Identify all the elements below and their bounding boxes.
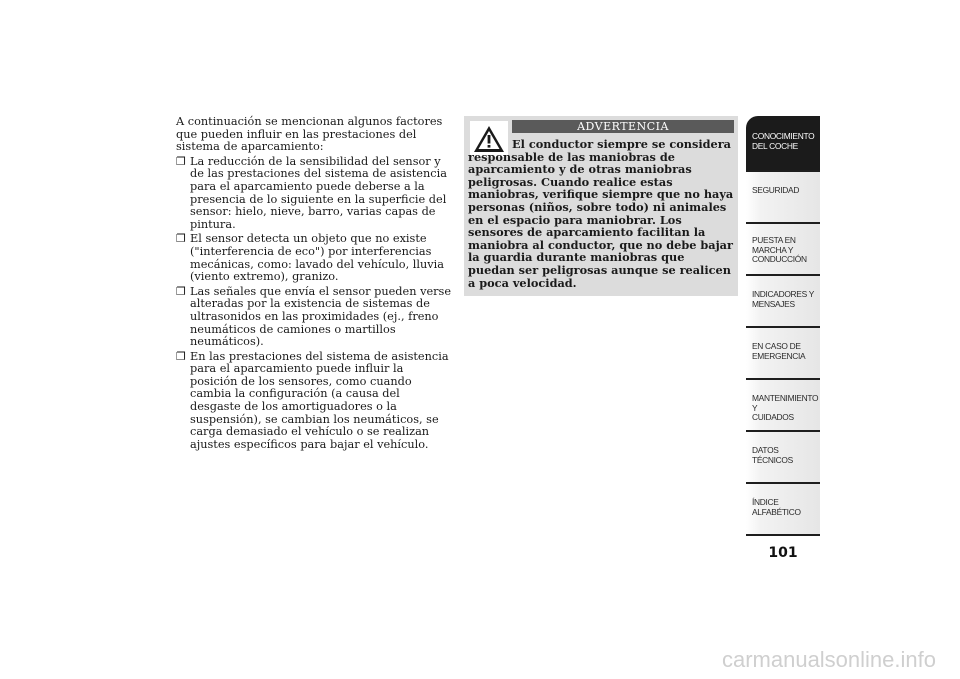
- sidebar-item-label: MENSAJES: [752, 298, 795, 309]
- checkbox-bullet-icon: ❐: [176, 284, 186, 298]
- chapter-sidebar: [746, 116, 820, 536]
- bullet-text: En las prestaciones del sistema de asistencia para el aparcamiento puede influir la posición de los sensores, como cuando cambia la configuración (a causa del desgaste de los amortiguadores o la suspensión), se cambian los neumáticos, se carga demasiado el vehículo o se realizan ajustes específicos para bajar el vehículo.: [190, 349, 449, 451]
- bullet-item-2: [176, 233, 454, 283]
- sidebar-item-label: MANTENIMIENTO Y: [752, 393, 819, 413]
- sidebar-item-label: CUIDADOS: [752, 412, 794, 423]
- bullet-item-3: [176, 286, 454, 349]
- intro-paragraph: A continuación se mencionan algunos factores que pueden influir en las prestaciones del sistema de aparcamiento:: [176, 115, 443, 154]
- sidebar-item-label: CONOCIMIENTO: [752, 131, 815, 141]
- sidebar-item-label: INDICADORES Y: [752, 289, 815, 299]
- sidebar-item-label: SEGURIDAD: [752, 185, 800, 195]
- sidebar-item-label: DATOS TÉCNICOS: [752, 445, 793, 465]
- bullet-item-1: [176, 156, 454, 232]
- warning-text: El conductor siempre se considera responsable de las maniobras de aparcamiento y de otras maniobras peligrosas. Cuando realice estas maniobras, verifique siempre que no haya personas (niños, sobre todo) ni animales en el espacio para maniobrar. Los sensores de aparcamiento facilitan la maniobra al conductor, que no debe bajar la guardia durante maniobras que puedan ser peligrosas aunque se realicen a poca velocidad.: [468, 137, 734, 290]
- checkbox-bullet-icon: ❐: [176, 154, 186, 168]
- sidebar-item-label: CONDUCCIÓN: [752, 254, 807, 265]
- sidebar-item-label: EMERGENCIA: [752, 350, 806, 361]
- body-text-column: [176, 116, 454, 453]
- sidebar-item-label: ALFABÉTICO: [752, 506, 801, 517]
- sidebar-item-conocimiento-del-coche[interactable]: [746, 116, 820, 172]
- sidebar-item-datos-tecnicos[interactable]: [746, 432, 820, 484]
- sidebar-item-label: EN CASO DE: [752, 341, 801, 351]
- sidebar-item-mantenimiento-y-cuidados[interactable]: [746, 380, 820, 432]
- sidebar-item-puesta-en-marcha[interactable]: [746, 224, 820, 276]
- sidebar-item-indice-alfabetico[interactable]: [746, 484, 820, 536]
- checkbox-bullet-icon: ❐: [176, 232, 186, 246]
- warning-box: [464, 116, 738, 296]
- bullet-text: El sensor detecta un objeto que no existe ("interferencia de eco") por interferencias mecánicas, como: lavado del vehículo, lluvia (viento extremo), granizo.: [190, 232, 445, 284]
- sidebar-item-label: MARCHA Y: [752, 244, 794, 255]
- sidebar-item-seguridad[interactable]: [746, 172, 820, 224]
- bullet-item-4: [176, 351, 454, 452]
- sidebar-item-indicadores-y-mensajes[interactable]: [746, 276, 820, 328]
- sidebar-item-label: DEL COCHE: [752, 140, 798, 151]
- sidebar-item-label: ÍNDICE: [752, 497, 779, 507]
- warning-title: ADVERTENCIA: [512, 120, 734, 133]
- checkbox-bullet-icon: ❐: [176, 349, 186, 363]
- watermark: carmanualsonline.info: [721, 647, 936, 672]
- page-number: 101: [768, 545, 798, 561]
- sidebar-item-en-caso-de-emergencia[interactable]: [746, 328, 820, 380]
- sidebar-item-label: PUESTA EN: [752, 235, 796, 245]
- bullet-text: La reducción de la sensibilidad del sensor y de las prestaciones del sistema de asistencia para el aparcamiento puede deberse a la presencia de lo siguiente en la superficie del sensor: hielo, nieve, barro, varias capas de pintura.: [190, 154, 447, 231]
- bullet-text: Las señales que envía el sensor pueden verse alteradas por la existencia de sistemas de ultrasonidos en las proximidades (ej., freno neumáticos de camiones o martillos neumáticos).: [190, 284, 452, 349]
